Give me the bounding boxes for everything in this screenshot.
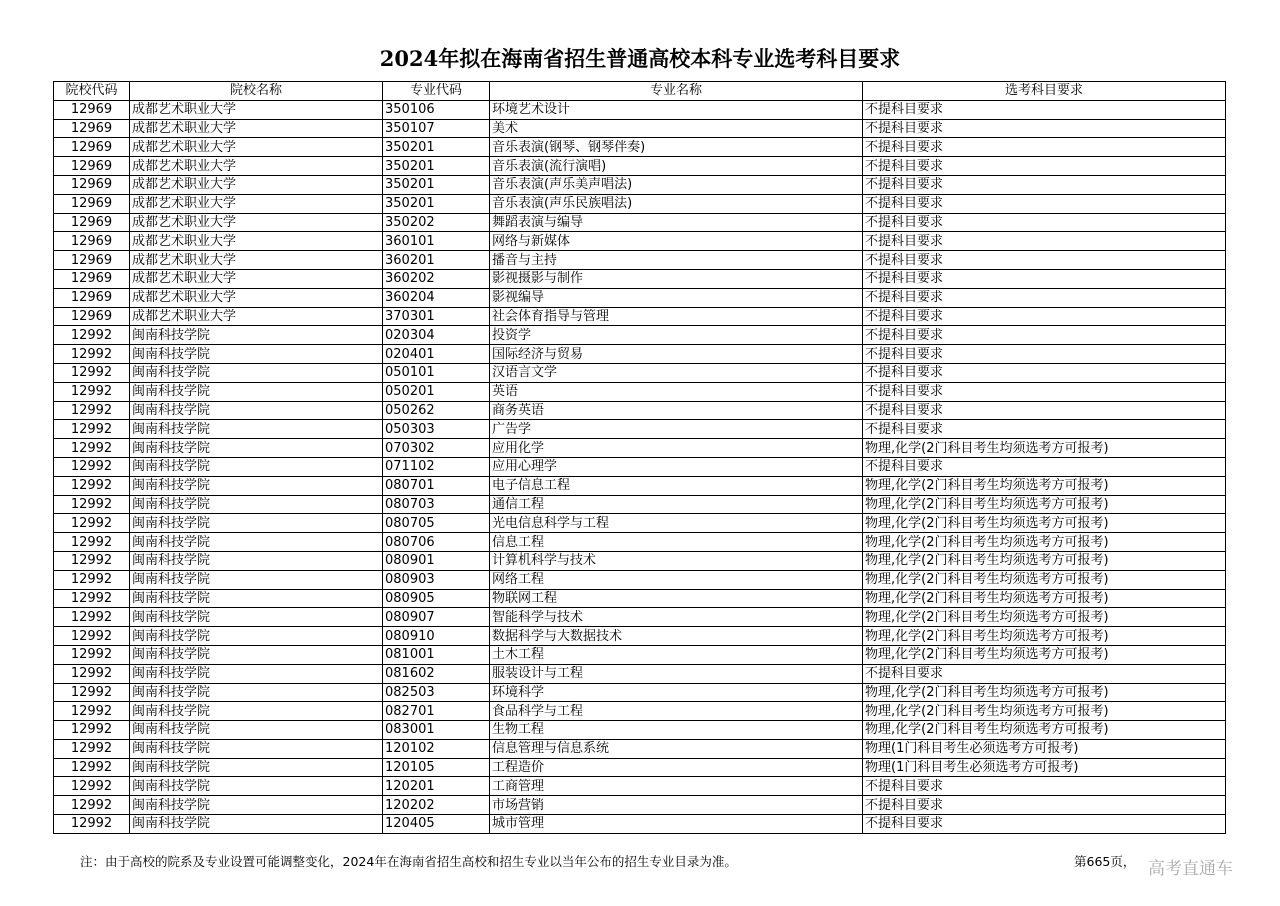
cell-subject-requirement: 不提科目要求 bbox=[863, 382, 1226, 401]
cell-school-name: 闽南科技学院 bbox=[130, 551, 383, 570]
cell-school-code: 12992 bbox=[54, 777, 130, 796]
cell-school-name: 闽南科技学院 bbox=[130, 476, 383, 495]
table-row bbox=[54, 420, 1226, 439]
cell-school-name: 成都艺术职业大学 bbox=[130, 269, 383, 288]
cell-major-code: 080907 bbox=[383, 608, 490, 627]
cell-major-name: 社会体育指导与管理 bbox=[490, 307, 863, 326]
cell-major-code: 350201 bbox=[383, 157, 490, 176]
cell-school-name: 闽南科技学院 bbox=[130, 758, 383, 777]
table-row bbox=[54, 288, 1226, 307]
cell-major-name: 影视摄影与制作 bbox=[490, 269, 863, 288]
cell-school-code: 12992 bbox=[54, 533, 130, 552]
header-school-code: 院校代码 bbox=[54, 82, 130, 101]
cell-major-code: 081001 bbox=[383, 645, 490, 664]
cell-major-code: 082503 bbox=[383, 683, 490, 702]
cell-major-name: 光电信息科学与工程 bbox=[490, 514, 863, 533]
cell-school-code: 12969 bbox=[54, 213, 130, 232]
cell-school-code: 12992 bbox=[54, 796, 130, 815]
cell-major-name: 服装设计与工程 bbox=[490, 664, 863, 683]
cell-subject-requirement: 物理,化学(2门科目考生均须选考方可报考) bbox=[863, 683, 1226, 702]
table-row bbox=[54, 232, 1226, 251]
cell-major-name: 智能科学与技术 bbox=[490, 608, 863, 627]
cell-major-name: 土木工程 bbox=[490, 645, 863, 664]
table-row bbox=[54, 815, 1226, 834]
header-school-name: 院校名称 bbox=[130, 82, 383, 101]
cell-subject-requirement: 物理,化学(2门科目考生均须选考方可报考) bbox=[863, 608, 1226, 627]
cell-school-code: 12992 bbox=[54, 645, 130, 664]
cell-major-name: 数据科学与大数据技术 bbox=[490, 627, 863, 646]
cell-school-code: 12992 bbox=[54, 721, 130, 740]
cell-school-code: 12992 bbox=[54, 439, 130, 458]
cell-subject-requirement: 不提科目要求 bbox=[863, 232, 1226, 251]
cell-subject-requirement: 不提科目要求 bbox=[863, 363, 1226, 382]
cell-school-code: 12992 bbox=[54, 551, 130, 570]
cell-major-code: 080703 bbox=[383, 495, 490, 514]
cell-school-name: 闽南科技学院 bbox=[130, 363, 383, 382]
cell-major-code: 350201 bbox=[383, 194, 490, 213]
cell-major-name: 市场营销 bbox=[490, 796, 863, 815]
cell-major-code: 370301 bbox=[383, 307, 490, 326]
cell-school-code: 12969 bbox=[54, 138, 130, 157]
cell-subject-requirement: 物理,化学(2门科目考生均须选考方可报考) bbox=[863, 495, 1226, 514]
cell-school-name: 成都艺术职业大学 bbox=[130, 307, 383, 326]
table-row bbox=[54, 269, 1226, 288]
cell-major-name: 网络工程 bbox=[490, 570, 863, 589]
cell-major-code: 050303 bbox=[383, 420, 490, 439]
cell-school-name: 闽南科技学院 bbox=[130, 345, 383, 364]
cell-school-name: 成都艺术职业大学 bbox=[130, 157, 383, 176]
cell-school-name: 闽南科技学院 bbox=[130, 326, 383, 345]
cell-major-name: 播音与主持 bbox=[490, 251, 863, 270]
table-row bbox=[54, 645, 1226, 664]
cell-major-name: 音乐表演(声乐民族唱法) bbox=[490, 194, 863, 213]
cell-subject-requirement: 物理(1门科目考生必须选考方可报考) bbox=[863, 739, 1226, 758]
cell-subject-requirement: 不提科目要求 bbox=[863, 175, 1226, 194]
cell-major-code: 360202 bbox=[383, 269, 490, 288]
table-row bbox=[54, 533, 1226, 552]
cell-subject-requirement: 物理,化学(2门科目考生均须选考方可报考) bbox=[863, 645, 1226, 664]
cell-school-code: 12969 bbox=[54, 119, 130, 138]
cell-school-code: 12969 bbox=[54, 288, 130, 307]
table-row bbox=[54, 401, 1226, 420]
cell-subject-requirement: 物理,化学(2门科目考生均须选考方可报考) bbox=[863, 476, 1226, 495]
cell-school-name: 闽南科技学院 bbox=[130, 514, 383, 533]
watermark: 高考直通车 bbox=[1148, 859, 1233, 879]
cell-major-code: 120202 bbox=[383, 796, 490, 815]
page-title: 2024年拟在海南省招生普通高校本科专业选考科目要求 bbox=[379, 46, 901, 71]
cell-subject-requirement: 不提科目要求 bbox=[863, 213, 1226, 232]
requirements-table bbox=[53, 81, 1226, 834]
cell-school-code: 12969 bbox=[54, 269, 130, 288]
cell-major-code: 020401 bbox=[383, 345, 490, 364]
cell-subject-requirement: 不提科目要求 bbox=[863, 457, 1226, 476]
cell-subject-requirement: 不提科目要求 bbox=[863, 194, 1226, 213]
table-row bbox=[54, 570, 1226, 589]
table-row bbox=[54, 758, 1226, 777]
table-row bbox=[54, 627, 1226, 646]
cell-major-name: 电子信息工程 bbox=[490, 476, 863, 495]
cell-major-code: 350106 bbox=[383, 100, 490, 119]
cell-school-code: 12992 bbox=[54, 815, 130, 834]
table-row bbox=[54, 457, 1226, 476]
cell-school-name: 闽南科技学院 bbox=[130, 439, 383, 458]
cell-school-name: 闽南科技学院 bbox=[130, 382, 383, 401]
cell-major-name: 应用心理学 bbox=[490, 457, 863, 476]
cell-school-code: 12969 bbox=[54, 307, 130, 326]
cell-major-name: 音乐表演(声乐美声唱法) bbox=[490, 175, 863, 194]
cell-school-name: 成都艺术职业大学 bbox=[130, 119, 383, 138]
table-row bbox=[54, 175, 1226, 194]
table-row bbox=[54, 476, 1226, 495]
table-row bbox=[54, 326, 1226, 345]
cell-major-code: 050201 bbox=[383, 382, 490, 401]
cell-school-name: 成都艺术职业大学 bbox=[130, 194, 383, 213]
cell-school-code: 12992 bbox=[54, 514, 130, 533]
cell-school-name: 闽南科技学院 bbox=[130, 570, 383, 589]
cell-major-name: 物联网工程 bbox=[490, 589, 863, 608]
cell-school-code: 12969 bbox=[54, 232, 130, 251]
cell-school-name: 成都艺术职业大学 bbox=[130, 232, 383, 251]
cell-major-code: 082701 bbox=[383, 702, 490, 721]
cell-major-name: 工程造价 bbox=[490, 758, 863, 777]
cell-subject-requirement: 不提科目要求 bbox=[863, 138, 1226, 157]
cell-major-name: 环境艺术设计 bbox=[490, 100, 863, 119]
cell-major-name: 商务英语 bbox=[490, 401, 863, 420]
table-row bbox=[54, 796, 1226, 815]
cell-major-code: 120102 bbox=[383, 739, 490, 758]
cell-school-name: 闽南科技学院 bbox=[130, 645, 383, 664]
cell-major-name: 生物工程 bbox=[490, 721, 863, 740]
cell-subject-requirement: 不提科目要求 bbox=[863, 288, 1226, 307]
cell-major-code: 080901 bbox=[383, 551, 490, 570]
cell-subject-requirement: 不提科目要求 bbox=[863, 157, 1226, 176]
table-row bbox=[54, 157, 1226, 176]
table-row bbox=[54, 439, 1226, 458]
cell-subject-requirement: 物理(1门科目考生必须选考方可报考) bbox=[863, 758, 1226, 777]
table-row bbox=[54, 721, 1226, 740]
table-header-row bbox=[54, 82, 1226, 101]
cell-major-name: 汉语言文学 bbox=[490, 363, 863, 382]
table-row bbox=[54, 664, 1226, 683]
table-row bbox=[54, 739, 1226, 758]
table-row bbox=[54, 307, 1226, 326]
cell-major-code: 360201 bbox=[383, 251, 490, 270]
cell-major-name: 计算机科学与技术 bbox=[490, 551, 863, 570]
cell-school-code: 12992 bbox=[54, 664, 130, 683]
cell-school-code: 12992 bbox=[54, 758, 130, 777]
cell-school-name: 成都艺术职业大学 bbox=[130, 251, 383, 270]
cell-subject-requirement: 不提科目要求 bbox=[863, 100, 1226, 119]
cell-subject-requirement: 物理,化学(2门科目考生均须选考方可报考) bbox=[863, 439, 1226, 458]
table-body bbox=[54, 100, 1226, 833]
cell-school-code: 12992 bbox=[54, 627, 130, 646]
cell-school-name: 闽南科技学院 bbox=[130, 683, 383, 702]
header-subject-requirement: 选考科目要求 bbox=[863, 82, 1226, 101]
table-row bbox=[54, 702, 1226, 721]
cell-major-code: 080701 bbox=[383, 476, 490, 495]
cell-school-name: 闽南科技学院 bbox=[130, 739, 383, 758]
cell-school-code: 12992 bbox=[54, 457, 130, 476]
cell-subject-requirement: 物理,化学(2门科目考生均须选考方可报考) bbox=[863, 533, 1226, 552]
cell-school-name: 闽南科技学院 bbox=[130, 815, 383, 834]
cell-major-code: 120105 bbox=[383, 758, 490, 777]
cell-subject-requirement: 物理,化学(2门科目考生均须选考方可报考) bbox=[863, 514, 1226, 533]
cell-major-code: 080706 bbox=[383, 533, 490, 552]
cell-major-name: 信息管理与信息系统 bbox=[490, 739, 863, 758]
cell-subject-requirement: 不提科目要求 bbox=[863, 269, 1226, 288]
cell-school-name: 成都艺术职业大学 bbox=[130, 100, 383, 119]
cell-school-code: 12992 bbox=[54, 476, 130, 495]
cell-school-code: 12992 bbox=[54, 345, 130, 364]
cell-major-name: 通信工程 bbox=[490, 495, 863, 514]
cell-school-name: 闽南科技学院 bbox=[130, 627, 383, 646]
table-row bbox=[54, 213, 1226, 232]
cell-school-code: 12992 bbox=[54, 326, 130, 345]
cell-subject-requirement: 物理,化学(2门科目考生均须选考方可报考) bbox=[863, 702, 1226, 721]
cell-subject-requirement: 不提科目要求 bbox=[863, 664, 1226, 683]
cell-subject-requirement: 不提科目要求 bbox=[863, 796, 1226, 815]
cell-major-code: 350107 bbox=[383, 119, 490, 138]
cell-school-code: 12992 bbox=[54, 420, 130, 439]
cell-major-code: 050262 bbox=[383, 401, 490, 420]
cell-major-code: 081602 bbox=[383, 664, 490, 683]
table-row bbox=[54, 495, 1226, 514]
cell-major-code: 020304 bbox=[383, 326, 490, 345]
cell-school-name: 成都艺术职业大学 bbox=[130, 175, 383, 194]
table-row bbox=[54, 683, 1226, 702]
page-number: 第665页， bbox=[1074, 854, 1136, 869]
cell-major-name: 食品科学与工程 bbox=[490, 702, 863, 721]
cell-school-code: 12969 bbox=[54, 157, 130, 176]
cell-major-code: 350202 bbox=[383, 213, 490, 232]
cell-major-name: 广告学 bbox=[490, 420, 863, 439]
cell-school-code: 12969 bbox=[54, 100, 130, 119]
cell-major-code: 071102 bbox=[383, 457, 490, 476]
cell-school-name: 闽南科技学院 bbox=[130, 533, 383, 552]
cell-subject-requirement: 不提科目要求 bbox=[863, 420, 1226, 439]
cell-major-name: 环境科学 bbox=[490, 683, 863, 702]
cell-school-name: 闽南科技学院 bbox=[130, 702, 383, 721]
cell-school-code: 12992 bbox=[54, 495, 130, 514]
cell-major-name: 舞蹈表演与编导 bbox=[490, 213, 863, 232]
cell-subject-requirement: 不提科目要求 bbox=[863, 401, 1226, 420]
cell-major-name: 城市管理 bbox=[490, 815, 863, 834]
cell-subject-requirement: 不提科目要求 bbox=[863, 777, 1226, 796]
cell-major-name: 英语 bbox=[490, 382, 863, 401]
cell-school-code: 12992 bbox=[54, 589, 130, 608]
table-row bbox=[54, 514, 1226, 533]
cell-school-name: 成都艺术职业大学 bbox=[130, 288, 383, 307]
table-row bbox=[54, 345, 1226, 364]
cell-school-name: 闽南科技学院 bbox=[130, 721, 383, 740]
cell-school-name: 闽南科技学院 bbox=[130, 589, 383, 608]
cell-major-name: 投资学 bbox=[490, 326, 863, 345]
footer-note: 注：由于高校的院系及专业设置可能调整变化，2024年在海南省招生高校和招生专业以当年公布的招生专业目录为准。 bbox=[80, 854, 737, 869]
cell-school-code: 12969 bbox=[54, 175, 130, 194]
cell-school-code: 12992 bbox=[54, 570, 130, 589]
cell-school-name: 闽南科技学院 bbox=[130, 495, 383, 514]
cell-school-name: 成都艺术职业大学 bbox=[130, 138, 383, 157]
table-row bbox=[54, 138, 1226, 157]
cell-major-name: 美术 bbox=[490, 119, 863, 138]
cell-subject-requirement: 物理,化学(2门科目考生均须选考方可报考) bbox=[863, 589, 1226, 608]
cell-school-name: 闽南科技学院 bbox=[130, 420, 383, 439]
table-row bbox=[54, 251, 1226, 270]
table-row bbox=[54, 777, 1226, 796]
cell-major-name: 网络与新媒体 bbox=[490, 232, 863, 251]
cell-major-code: 350201 bbox=[383, 138, 490, 157]
cell-major-code: 120201 bbox=[383, 777, 490, 796]
cell-major-name: 工商管理 bbox=[490, 777, 863, 796]
cell-major-name: 国际经济与贸易 bbox=[490, 345, 863, 364]
header-major-name: 专业名称 bbox=[490, 82, 863, 101]
cell-school-code: 12992 bbox=[54, 363, 130, 382]
header-major-code: 专业代码 bbox=[383, 82, 490, 101]
cell-school-name: 闽南科技学院 bbox=[130, 796, 383, 815]
table-row bbox=[54, 608, 1226, 627]
table-row bbox=[54, 100, 1226, 119]
cell-subject-requirement: 物理,化学(2门科目考生均须选考方可报考) bbox=[863, 721, 1226, 740]
cell-major-code: 080903 bbox=[383, 570, 490, 589]
table-row bbox=[54, 589, 1226, 608]
cell-major-name: 信息工程 bbox=[490, 533, 863, 552]
cell-subject-requirement: 物理,化学(2门科目考生均须选考方可报考) bbox=[863, 627, 1226, 646]
cell-subject-requirement: 不提科目要求 bbox=[863, 251, 1226, 270]
table-row bbox=[54, 194, 1226, 213]
cell-subject-requirement: 不提科目要求 bbox=[863, 307, 1226, 326]
cell-major-code: 350201 bbox=[383, 175, 490, 194]
table-row bbox=[54, 382, 1226, 401]
cell-subject-requirement: 不提科目要求 bbox=[863, 345, 1226, 364]
cell-major-code: 360204 bbox=[383, 288, 490, 307]
cell-major-code: 080705 bbox=[383, 514, 490, 533]
cell-school-name: 闽南科技学院 bbox=[130, 664, 383, 683]
cell-school-name: 闽南科技学院 bbox=[130, 777, 383, 796]
cell-major-code: 050101 bbox=[383, 363, 490, 382]
cell-major-name: 影视编导 bbox=[490, 288, 863, 307]
cell-subject-requirement: 不提科目要求 bbox=[863, 326, 1226, 345]
cell-subject-requirement: 不提科目要求 bbox=[863, 815, 1226, 834]
cell-school-code: 12992 bbox=[54, 608, 130, 627]
cell-major-name: 音乐表演(流行演唱) bbox=[490, 157, 863, 176]
cell-school-code: 12969 bbox=[54, 194, 130, 213]
cell-subject-requirement: 不提科目要求 bbox=[863, 119, 1226, 138]
cell-major-name: 音乐表演(钢琴、钢琴伴奏) bbox=[490, 138, 863, 157]
table-row bbox=[54, 551, 1226, 570]
cell-subject-requirement: 物理,化学(2门科目考生均须选考方可报考) bbox=[863, 551, 1226, 570]
cell-school-code: 12969 bbox=[54, 251, 130, 270]
cell-school-name: 闽南科技学院 bbox=[130, 401, 383, 420]
cell-major-code: 360101 bbox=[383, 232, 490, 251]
cell-school-code: 12992 bbox=[54, 382, 130, 401]
cell-subject-requirement: 物理,化学(2门科目考生均须选考方可报考) bbox=[863, 570, 1226, 589]
table-row bbox=[54, 119, 1226, 138]
cell-school-name: 闽南科技学院 bbox=[130, 608, 383, 627]
cell-major-code: 083001 bbox=[383, 721, 490, 740]
cell-school-code: 12992 bbox=[54, 683, 130, 702]
cell-school-name: 成都艺术职业大学 bbox=[130, 213, 383, 232]
cell-major-code: 070302 bbox=[383, 439, 490, 458]
cell-major-code: 080905 bbox=[383, 589, 490, 608]
cell-school-code: 12992 bbox=[54, 702, 130, 721]
cell-major-code: 120405 bbox=[383, 815, 490, 834]
cell-school-code: 12992 bbox=[54, 739, 130, 758]
cell-school-code: 12992 bbox=[54, 401, 130, 420]
cell-school-name: 闽南科技学院 bbox=[130, 457, 383, 476]
table-row bbox=[54, 363, 1226, 382]
cell-major-name: 应用化学 bbox=[490, 439, 863, 458]
cell-major-code: 080910 bbox=[383, 627, 490, 646]
